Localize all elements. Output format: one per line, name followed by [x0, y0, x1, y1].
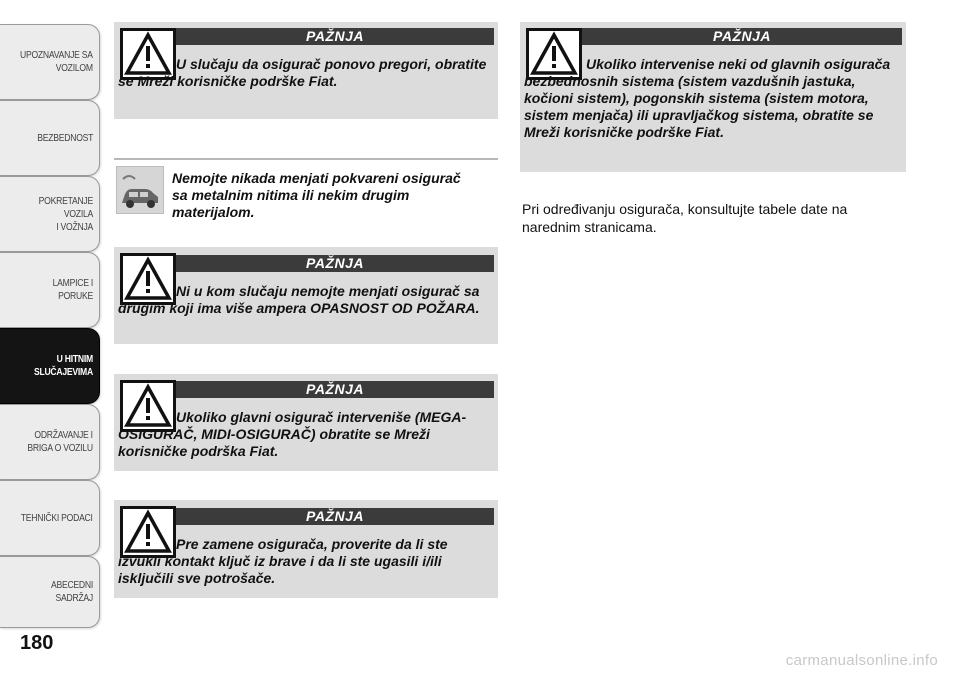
warning-heading: PAŽNJA — [176, 381, 494, 398]
tab-label: U HITNIM SLUČAJEVIMA — [33, 353, 93, 378]
tab-bezbednost[interactable] — [0, 100, 100, 176]
tab-lampice[interactable] — [0, 252, 100, 328]
tab-label: TEHNIČKI PODACI — [21, 511, 93, 524]
tab-label: ODRŽAVANJE I BRIGA O VOZILU — [27, 429, 93, 454]
tab-label: LAMPICE I PORUKE — [52, 277, 93, 302]
tab-label: UPOZNAVANJE SA VOZILOM — [20, 49, 93, 74]
warning-text: Ni u kom slučaju nemojte menjati osigurač sa drugim koji ima više ampera OPASNOST OD POŽARA. — [118, 283, 480, 316]
note-text: Nemojte nikada menjati pokvareni osigurač sa metalnim nitima ili nekim drugim materijalom. — [172, 170, 461, 220]
body-paragraph: Pri određivanju osigurača, konsultujte tabele date na narednim stranicama. — [522, 201, 848, 235]
tab-abecedni-sadrzaj[interactable] — [0, 556, 100, 628]
tab-label: ABECEDNI SADRŽAJ — [50, 579, 93, 604]
warning-heading: PAŽNJA — [582, 28, 902, 45]
warning-box — [114, 374, 498, 471]
tab-u-hitnim-slucajevima[interactable] — [0, 328, 100, 404]
warning-text: Ukoliko intervenise neki od glavnih osigurača bezbednosnih sistema (sistem vazdušnih jastuka, kočioni sistem), pogonskih sistema (sistem motora, sistem menjača) ili upravljačkog sistema, obratite se Mreži korisničke podrške Fiat. — [524, 56, 891, 140]
car-note-icon — [116, 166, 164, 214]
note-divider — [114, 158, 498, 160]
warning-text: Ukoliko glavni osigurač interveniše (MEGA-OSIGURAČ, MIDI-OSIGURAČ) obratite se Mreži korisničke podrška Fiat. — [118, 409, 467, 459]
warning-box — [520, 22, 906, 172]
warning-heading: PAŽNJA — [176, 255, 494, 272]
tab-tehnicki-podaci[interactable] — [0, 480, 100, 556]
tab-pokretanje[interactable] — [0, 176, 100, 252]
warning-heading: PAŽNJA — [176, 508, 494, 525]
warning-box — [114, 22, 498, 119]
page-number: 180 — [20, 632, 54, 654]
tab-label: POKRETANJE VOZILA I VOŽNJA — [38, 194, 93, 233]
warning-text: U slučaju da osigurač ponovo pregori, obratite se Mreži korisničke podrške Fiat. — [118, 56, 487, 89]
tab-label: BEZBEDNOST — [37, 131, 93, 144]
tab-odrzavanje[interactable] — [0, 404, 100, 480]
warning-box — [114, 247, 498, 344]
warning-box — [114, 500, 498, 598]
warning-heading: PAŽNJA — [176, 28, 494, 45]
tab-upoznavanje[interactable] — [0, 24, 100, 100]
warning-text: Pre zamene osigurača, proverite da li ste izvukli kontakt ključ iz brave i da li ste ugasili i/ili isključili sve potrošače. — [118, 536, 448, 586]
watermark-text: carmanualsonline.info — [785, 652, 938, 669]
